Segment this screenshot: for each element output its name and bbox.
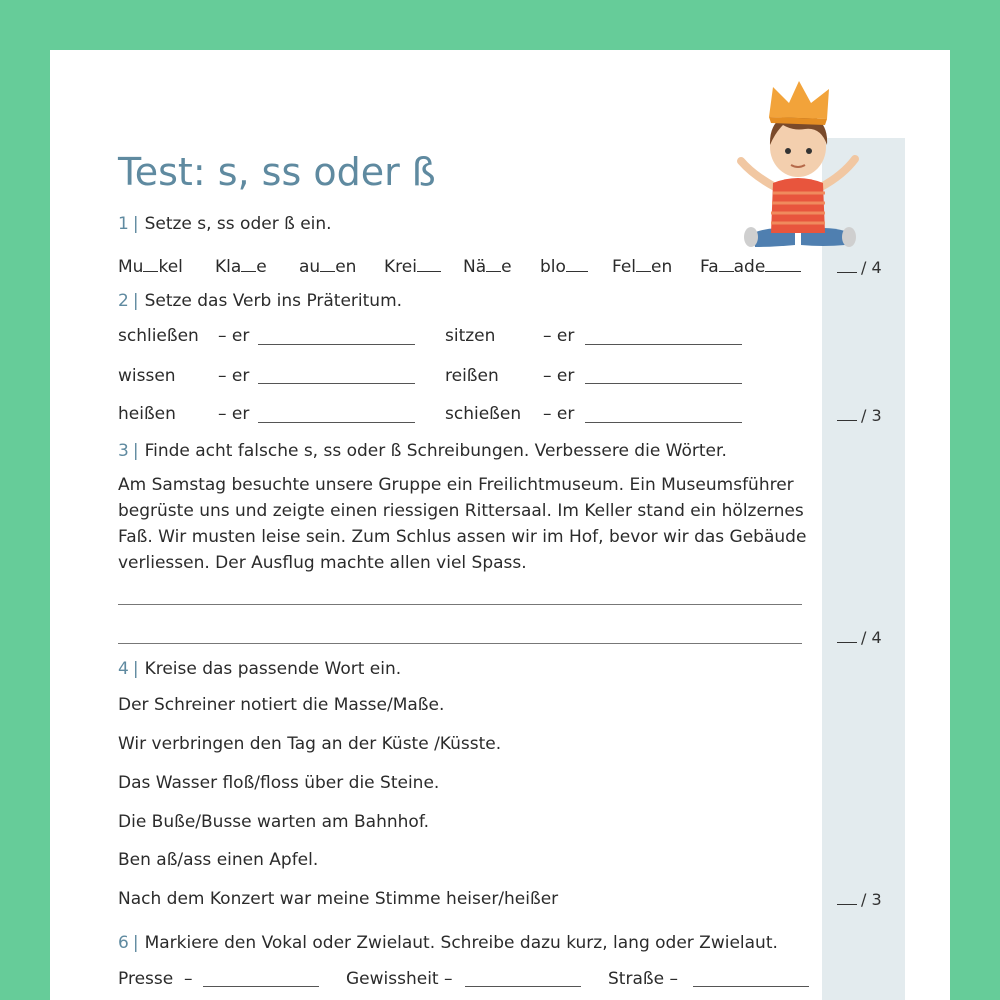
choice-sentence[interactable]: Die Buße/Busse warten am Bahnhof. [118,812,429,832]
verb-label: sitzen [445,326,496,346]
section-3-heading [118,440,727,462]
section-4-heading [118,658,401,680]
choice-sentence[interactable]: Das Wasser floß/floss über die Steine. [118,773,440,793]
verb-label: reißen [445,366,499,386]
dash-er: – er [218,326,250,346]
answer-line[interactable] [258,383,415,384]
section-number: 1 [118,214,129,234]
answer-line[interactable] [203,986,319,987]
separator: | [132,214,139,234]
worksheet [50,50,950,1000]
choice-sentence[interactable]: Ben aß/ass einen Apfel. [118,850,319,870]
page-title: Test: s, ss oder ß [118,150,436,194]
choice-sentence[interactable]: Wir verbringen den Tag an der Küste /Küsste. [118,734,502,754]
separator: | [132,441,139,461]
section-3-instruction: Finde acht falsche s, ss oder ß Schreibungen. Verbessere die Wörter. [144,441,727,461]
vowel-word: Straße – [608,969,678,989]
separator: | [132,933,139,953]
dash-er: – er [543,366,575,386]
fill-word: blo [540,256,588,278]
choice-sentence[interactable]: Der Schreiner notiert die Masse/Maße. [118,695,445,715]
fill-word: Kla e [215,257,267,277]
answer-line[interactable] [118,643,802,644]
section-2-instruction: Setze das Verb ins Präteritum. [144,291,403,311]
dash-er: – er [218,404,250,424]
boy-with-paper-crown-icon [733,75,863,255]
section-4-instruction: Kreise das passende Wort ein. [144,659,402,679]
score-section-1: / 4 [837,258,882,277]
vowel-word: Gewissheit – [346,969,453,989]
answer-line[interactable] [258,422,415,423]
separator: | [132,291,139,311]
section-6-instruction: Markiere den Vokal oder Zwielaut. Schreibe dazu kurz, lang oder Zwielaut. [144,933,778,953]
section-number: 4 [118,659,129,679]
score-section-4: / 3 [837,890,882,909]
answer-line[interactable] [118,604,802,605]
section-2-heading [118,290,402,312]
verb-label: schießen [445,404,522,424]
fill-word: Mu kel [118,257,183,277]
fill-word: Fel en [612,257,673,277]
section-6-heading [118,932,778,954]
error-text-paragraph: Am Samstag besuchte unsere Gruppe ein Freilichtmuseum. Ein Museumsführer begrüste uns und zeigte einen riessigen Rittersaal. Im Keller stand ein hölzernes Faß. Wir musten leise sein. Zum Schlus assen wir im Hof, bevor wir das Gebäude verliessen. Der Ausflug machte allen viel Spass. [118,475,807,573]
fill-word: Krei [384,256,441,278]
separator: | [132,659,139,679]
dash-er: – er [543,404,575,424]
fill-word: Fa ade [700,256,801,278]
vowel-word: Presse – [118,969,193,989]
score-section-3: / 4 [837,628,882,647]
answer-line[interactable] [585,383,742,384]
verb-label: schließen [118,326,199,346]
section-number: 3 [118,441,129,461]
choice-sentence[interactable]: Nach dem Konzert war meine Stimme heiser/heißer [118,889,559,909]
answer-line[interactable] [693,986,809,987]
section-number: 2 [118,291,129,311]
answer-line[interactable] [258,344,415,345]
dash-er: – er [543,326,575,346]
score-section-2: / 3 [837,406,882,425]
fill-word: Nä e [463,257,512,277]
answer-line[interactable] [585,344,742,345]
answer-line[interactable] [585,422,742,423]
section-number: 6 [118,933,129,953]
dash-er: – er [218,366,250,386]
section-1-instruction: Setze s, ss oder ß ein. [144,214,332,234]
section-1-heading [118,213,332,235]
answer-line[interactable] [465,986,581,987]
verb-label: heißen [118,404,176,424]
verb-label: wissen [118,366,176,386]
fill-word: au en [299,257,357,277]
